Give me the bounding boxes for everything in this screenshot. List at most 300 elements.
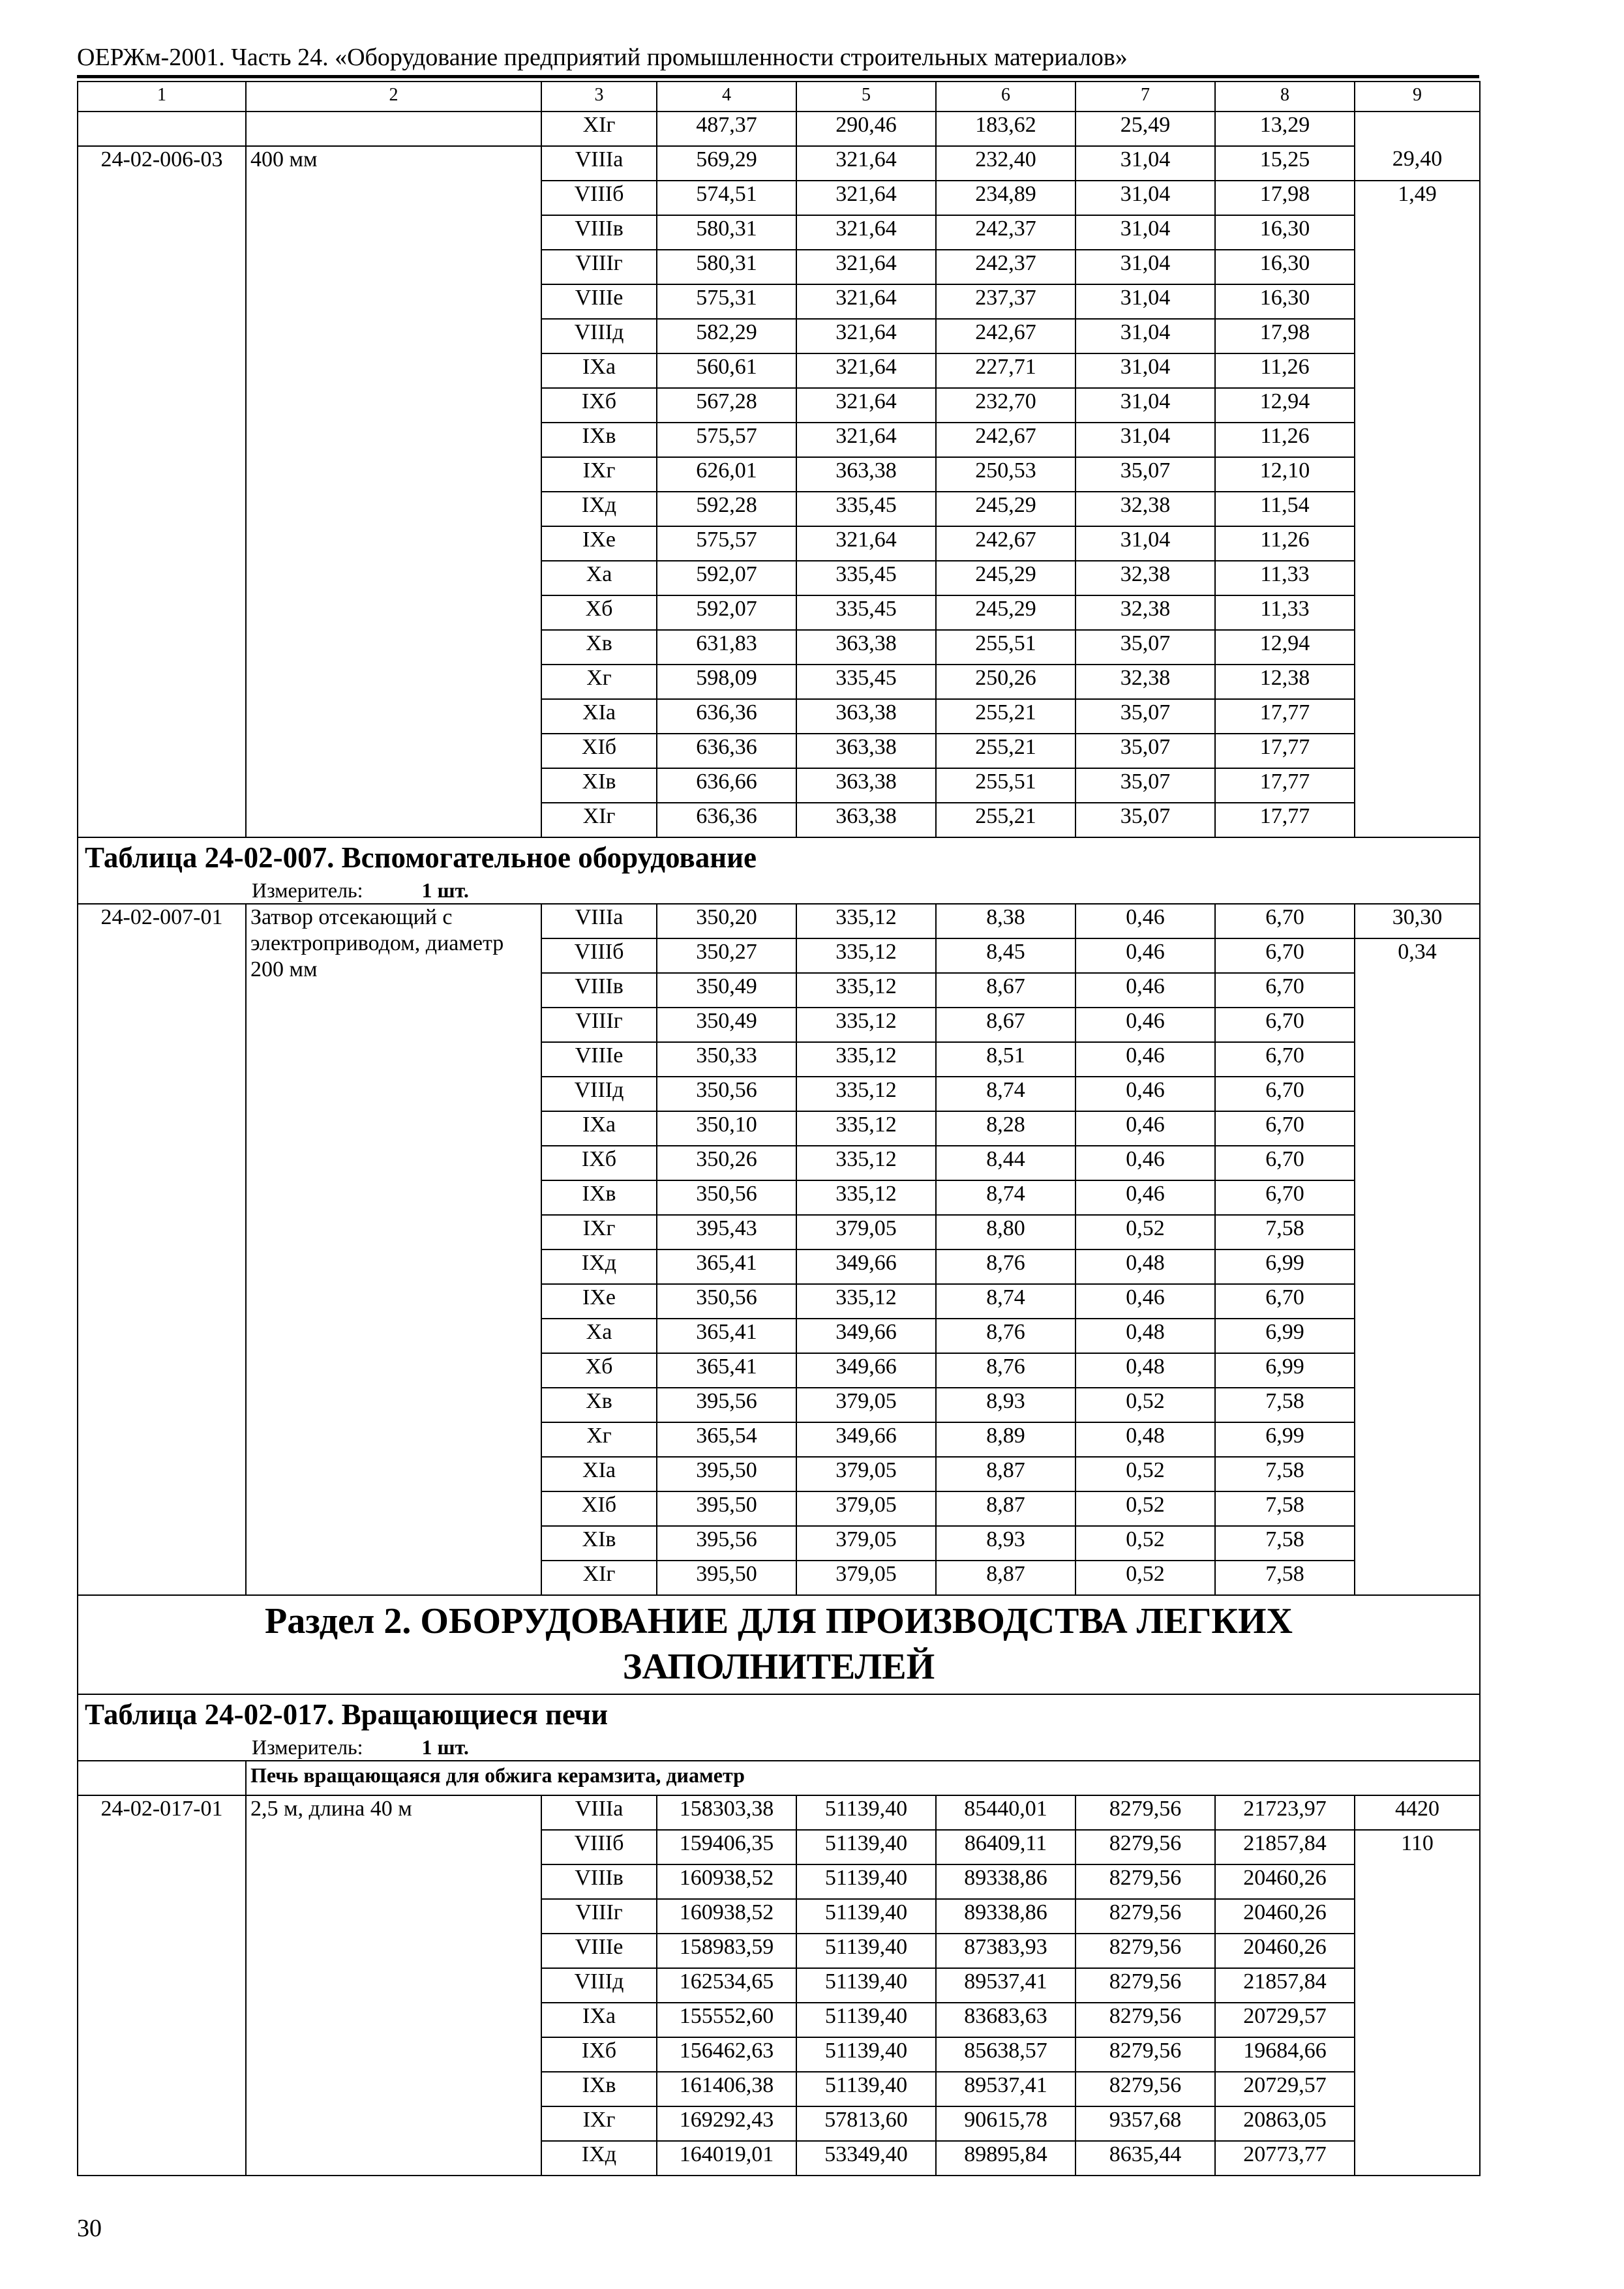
cell-total: 487,37 — [657, 112, 796, 146]
cell-wages: 363,38 — [796, 734, 936, 768]
cell-materials: 6,70 — [1215, 938, 1355, 973]
cell-materials: 17,77 — [1215, 734, 1355, 768]
cell-drivers: 8635,44 — [1075, 2141, 1215, 2176]
cell-materials: 12,94 — [1215, 388, 1355, 423]
cell-materials: 20729,57 — [1215, 2072, 1355, 2106]
cell-total: 164019,01 — [657, 2141, 796, 2176]
cell-machines: 8,76 — [936, 1249, 1075, 1284]
cell-zone: VIIIе — [541, 1934, 657, 1968]
cell-total: 580,31 — [657, 215, 796, 250]
cell-wages: 321,64 — [796, 353, 936, 388]
cell-code — [78, 112, 246, 146]
cell-zone: VIIIв — [541, 215, 657, 250]
cell-machines: 8,74 — [936, 1284, 1075, 1319]
cell-col9: 4420 — [1355, 1795, 1480, 1830]
cell-drivers: 35,07 — [1075, 803, 1215, 837]
cell-total: 560,61 — [657, 353, 796, 388]
cell-zone: IXа — [541, 353, 657, 388]
cell-zone: IXв — [541, 423, 657, 457]
cell-col9: 30,30 — [1355, 904, 1480, 938]
cell-wages: 321,64 — [796, 423, 936, 457]
cell-zone: VIIIа — [541, 146, 657, 181]
cell-total: 158303,38 — [657, 1795, 796, 1830]
cell-drivers: 0,46 — [1075, 938, 1215, 973]
cell-name — [246, 112, 541, 146]
group-title: Печь вращающаяся для обжига керамзита, диаметр — [246, 1761, 1480, 1795]
column-number: 1 — [78, 82, 246, 112]
cell-machines: 250,53 — [936, 457, 1075, 492]
cell-total: 575,57 — [657, 423, 796, 457]
cell-wages: 363,38 — [796, 768, 936, 803]
cell-zone: XIг — [541, 1561, 657, 1595]
cell-machines: 8,89 — [936, 1422, 1075, 1457]
cell-zone: IXв — [541, 2072, 657, 2106]
cell-zone: XIа — [541, 699, 657, 734]
cell-wages: 51139,40 — [796, 1968, 936, 2003]
cell-wages: 335,12 — [796, 1146, 936, 1180]
cell-wages: 379,05 — [796, 1526, 936, 1561]
cell-total: 160938,52 — [657, 1899, 796, 1934]
cell-machines: 232,70 — [936, 388, 1075, 423]
cell-zone: Xа — [541, 561, 657, 595]
cell-drivers: 31,04 — [1075, 250, 1215, 284]
cell-materials: 12,10 — [1215, 457, 1355, 492]
cell-drivers: 31,04 — [1075, 526, 1215, 561]
cell-materials: 20773,77 — [1215, 2141, 1355, 2176]
cell-zone: IXб — [541, 1146, 657, 1180]
cell-col9: 1,49 — [1355, 181, 1480, 837]
cell-wages: 335,45 — [796, 492, 936, 526]
cell-wages: 379,05 — [796, 1457, 936, 1491]
cell-drivers: 35,07 — [1075, 768, 1215, 803]
cell-materials: 15,25 — [1215, 146, 1355, 181]
cell-machines: 255,51 — [936, 768, 1075, 803]
cell-total: 631,83 — [657, 630, 796, 665]
cell-total: 575,57 — [657, 526, 796, 561]
cell-wages: 57813,60 — [796, 2106, 936, 2141]
cell-total: 350,56 — [657, 1180, 796, 1215]
cell-total: 350,56 — [657, 1077, 796, 1111]
cell-machines: 242,67 — [936, 319, 1075, 353]
cell-wages: 335,12 — [796, 1008, 936, 1042]
cell-machines: 90615,78 — [936, 2106, 1075, 2141]
cell-materials: 17,98 — [1215, 181, 1355, 215]
cell-machines: 242,67 — [936, 423, 1075, 457]
header-rule — [77, 75, 1479, 78]
cell-zone: IXг — [541, 1215, 657, 1249]
cell-drivers: 0,52 — [1075, 1215, 1215, 1249]
document-header: ОЕРЖм-2001. Часть 24. «Оборудование предприятий промышленности строительных материалов» — [77, 44, 1128, 71]
cell-total: 567,28 — [657, 388, 796, 423]
cell-total: 582,29 — [657, 319, 796, 353]
price-table — [77, 81, 1481, 2176]
cell-materials: 21723,97 — [1215, 1795, 1355, 1830]
cell-wages: 335,45 — [796, 561, 936, 595]
cell-zone: IXа — [541, 2003, 657, 2037]
cell-total: 365,41 — [657, 1319, 796, 1353]
cell-materials: 11,33 — [1215, 561, 1355, 595]
cell-wages: 321,64 — [796, 181, 936, 215]
cell-total: 598,09 — [657, 665, 796, 699]
cell-wages: 51139,40 — [796, 2037, 936, 2072]
cell-machines: 245,29 — [936, 595, 1075, 630]
table-row — [78, 112, 1480, 146]
cell-drivers: 31,04 — [1075, 215, 1215, 250]
cell-total: 575,31 — [657, 284, 796, 319]
cell-total: 350,10 — [657, 1111, 796, 1146]
cell-machines: 86409,11 — [936, 1830, 1075, 1864]
cell-wages: 349,66 — [796, 1319, 936, 1353]
cell-drivers: 0,46 — [1075, 1042, 1215, 1077]
cell-col9: 29,40 — [1355, 146, 1480, 181]
table-title: Таблица 24-02-017. Вращающиеся печи — [85, 1698, 609, 1731]
cell-zone: XIв — [541, 768, 657, 803]
cell-total: 592,07 — [657, 595, 796, 630]
cell-drivers: 31,04 — [1075, 423, 1215, 457]
cell-code — [78, 1761, 246, 1795]
cell-machines: 83683,63 — [936, 2003, 1075, 2037]
cell-materials: 20460,26 — [1215, 1864, 1355, 1899]
cell-zone: VIIIе — [541, 1042, 657, 1077]
cell-materials: 11,26 — [1215, 423, 1355, 457]
cell-wages: 51139,40 — [796, 2003, 936, 2037]
cell-total: 636,66 — [657, 768, 796, 803]
cell-machines: 242,37 — [936, 250, 1075, 284]
table-heading — [78, 1694, 1480, 1761]
cell-total: 350,49 — [657, 1008, 796, 1042]
cell-materials: 19684,66 — [1215, 2037, 1355, 2072]
cell-machines: 242,37 — [936, 215, 1075, 250]
table-heading-row — [78, 837, 1480, 904]
cell-total: 155552,60 — [657, 2003, 796, 2037]
cell-wages: 321,64 — [796, 146, 936, 181]
cell-wages: 51139,40 — [796, 2072, 936, 2106]
cell-machines: 8,80 — [936, 1215, 1075, 1249]
cell-drivers: 0,52 — [1075, 1526, 1215, 1561]
cell-materials: 7,58 — [1215, 1215, 1355, 1249]
cell-wages: 335,12 — [796, 1111, 936, 1146]
cell-drivers: 8279,56 — [1075, 2003, 1215, 2037]
cell-materials: 17,77 — [1215, 768, 1355, 803]
cell-machines: 8,67 — [936, 973, 1075, 1008]
cell-wages: 321,64 — [796, 250, 936, 284]
cell-machines: 242,67 — [936, 526, 1075, 561]
cell-materials: 6,70 — [1215, 973, 1355, 1008]
cell-drivers: 0,48 — [1075, 1319, 1215, 1353]
cell-zone: VIIIе — [541, 284, 657, 319]
cell-drivers: 35,07 — [1075, 457, 1215, 492]
cell-total: 350,33 — [657, 1042, 796, 1077]
cell-total: 395,50 — [657, 1457, 796, 1491]
cell-drivers: 8279,56 — [1075, 1934, 1215, 1968]
cell-machines: 8,28 — [936, 1111, 1075, 1146]
cell-wages: 335,12 — [796, 1180, 936, 1215]
cell-materials: 16,30 — [1215, 250, 1355, 284]
cell-drivers: 31,04 — [1075, 319, 1215, 353]
cell-zone: XIа — [541, 1457, 657, 1491]
cell-zone: VIIIд — [541, 1077, 657, 1111]
cell-zone: VIIIг — [541, 1008, 657, 1042]
cell-total: 636,36 — [657, 803, 796, 837]
cell-wages: 379,05 — [796, 1491, 936, 1526]
cell-total: 160938,52 — [657, 1864, 796, 1899]
cell-materials: 17,77 — [1215, 699, 1355, 734]
cell-wages: 51139,40 — [796, 1934, 936, 1968]
cell-materials: 11,26 — [1215, 526, 1355, 561]
group-row — [78, 1761, 1480, 1795]
column-number: 3 — [541, 82, 657, 112]
cell-zone: VIIIг — [541, 1899, 657, 1934]
cell-machines: 8,51 — [936, 1042, 1075, 1077]
cell-zone: XIб — [541, 734, 657, 768]
cell-wages: 363,38 — [796, 630, 936, 665]
cell-materials: 11,33 — [1215, 595, 1355, 630]
cell-zone: IXд — [541, 1249, 657, 1284]
cell-machines: 232,40 — [936, 146, 1075, 181]
table-row — [78, 904, 1480, 938]
cell-machines: 8,67 — [936, 1008, 1075, 1042]
cell-materials: 6,99 — [1215, 1422, 1355, 1457]
column-number: 9 — [1355, 82, 1480, 112]
cell-materials: 20729,57 — [1215, 2003, 1355, 2037]
cell-wages: 335,12 — [796, 1284, 936, 1319]
cell-machines: 8,38 — [936, 904, 1075, 938]
cell-drivers: 35,07 — [1075, 699, 1215, 734]
cell-machines: 85638,57 — [936, 2037, 1075, 2072]
cell-total: 636,36 — [657, 699, 796, 734]
cell-total: 365,41 — [657, 1353, 796, 1388]
cell-machines: 8,93 — [936, 1388, 1075, 1422]
cell-drivers: 32,38 — [1075, 595, 1215, 630]
cell-zone: Xг — [541, 665, 657, 699]
cell-materials: 21857,84 — [1215, 1830, 1355, 1864]
cell-materials: 7,58 — [1215, 1388, 1355, 1422]
cell-materials: 16,30 — [1215, 215, 1355, 250]
cell-drivers: 32,38 — [1075, 561, 1215, 595]
cell-zone: Xг — [541, 1422, 657, 1457]
cell-drivers: 31,04 — [1075, 284, 1215, 319]
cell-drivers: 8279,56 — [1075, 1795, 1215, 1830]
column-number: 2 — [246, 82, 541, 112]
cell-total: 350,56 — [657, 1284, 796, 1319]
cell-machines: 89338,86 — [936, 1864, 1075, 1899]
cell-machines: 250,26 — [936, 665, 1075, 699]
cell-total: 159406,35 — [657, 1830, 796, 1864]
cell-total: 158983,59 — [657, 1934, 796, 1968]
cell-total: 574,51 — [657, 181, 796, 215]
column-number-row — [78, 82, 1480, 112]
cell-zone: Xб — [541, 595, 657, 630]
cell-materials: 20460,26 — [1215, 1899, 1355, 1934]
cell-zone: VIIIб — [541, 938, 657, 973]
measure-label: Измеритель: — [252, 878, 363, 902]
cell-wages: 321,64 — [796, 215, 936, 250]
cell-machines: 89537,41 — [936, 2072, 1075, 2106]
cell-drivers: 31,04 — [1075, 181, 1215, 215]
cell-materials: 6,99 — [1215, 1319, 1355, 1353]
cell-zone: VIIIа — [541, 1795, 657, 1830]
cell-wages: 379,05 — [796, 1388, 936, 1422]
section-title: Раздел 2. ОБОРУДОВАНИЕ ДЛЯ ПРОИЗВОДСТВА ЛЕГКИХ ЗАПОЛНИТЕЛЕЙ — [78, 1595, 1480, 1694]
cell-wages: 51139,40 — [796, 1795, 936, 1830]
page-number: 30 — [77, 2215, 102, 2242]
cell-machines: 8,76 — [936, 1319, 1075, 1353]
cell-zone: IXв — [541, 1180, 657, 1215]
cell-machines: 8,44 — [936, 1146, 1075, 1180]
cell-col9: 110 — [1355, 1830, 1480, 2176]
column-number: 7 — [1075, 82, 1215, 112]
cell-machines: 234,89 — [936, 181, 1075, 215]
column-number: 5 — [796, 82, 936, 112]
cell-machines: 8,87 — [936, 1457, 1075, 1491]
cell-machines: 245,29 — [936, 561, 1075, 595]
cell-machines: 255,21 — [936, 803, 1075, 837]
cell-total: 350,26 — [657, 1146, 796, 1180]
cell-machines: 8,74 — [936, 1077, 1075, 1111]
cell-zone: XIв — [541, 1526, 657, 1561]
cell-total: 395,50 — [657, 1491, 796, 1526]
cell-machines: 245,29 — [936, 492, 1075, 526]
cell-total: 592,07 — [657, 561, 796, 595]
cell-drivers: 35,07 — [1075, 630, 1215, 665]
cell-drivers: 8279,56 — [1075, 1830, 1215, 1864]
cell-drivers: 0,46 — [1075, 904, 1215, 938]
cell-materials: 20863,05 — [1215, 2106, 1355, 2141]
cell-materials: 6,70 — [1215, 1111, 1355, 1146]
cell-wages: 379,05 — [796, 1561, 936, 1595]
cell-wages: 335,12 — [796, 1042, 936, 1077]
cell-wages: 335,12 — [796, 973, 936, 1008]
cell-col9: 0,34 — [1355, 938, 1480, 1595]
measure-line — [85, 877, 1479, 903]
cell-wages: 321,64 — [796, 319, 936, 353]
cell-materials: 16,30 — [1215, 284, 1355, 319]
cell-drivers: 35,07 — [1075, 734, 1215, 768]
cell-total: 365,54 — [657, 1422, 796, 1457]
cell-materials: 13,29 — [1215, 112, 1355, 146]
cell-materials: 7,58 — [1215, 1491, 1355, 1526]
cell-machines: 255,21 — [936, 699, 1075, 734]
cell-total: 350,27 — [657, 938, 796, 973]
cell-total: 169292,43 — [657, 2106, 796, 2141]
cell-total: 626,01 — [657, 457, 796, 492]
cell-materials: 6,70 — [1215, 1180, 1355, 1215]
cell-drivers: 31,04 — [1075, 353, 1215, 388]
cell-zone: IXг — [541, 2106, 657, 2141]
cell-machines: 89895,84 — [936, 2141, 1075, 2176]
column-number: 4 — [657, 82, 796, 112]
cell-drivers: 0,48 — [1075, 1422, 1215, 1457]
cell-materials: 6,99 — [1215, 1249, 1355, 1284]
cell-wages: 379,05 — [796, 1215, 936, 1249]
cell-zone: IXа — [541, 1111, 657, 1146]
table-heading-row — [78, 1694, 1480, 1761]
cell-total: 395,50 — [657, 1561, 796, 1595]
cell-machines: 8,87 — [936, 1491, 1075, 1526]
cell-drivers: 0,46 — [1075, 973, 1215, 1008]
cell-drivers: 0,46 — [1075, 1008, 1215, 1042]
cell-wages: 53349,40 — [796, 2141, 936, 2176]
cell-total: 395,43 — [657, 1215, 796, 1249]
item-name: 2,5 м, длина 40 м — [246, 1795, 541, 2176]
column-number: 8 — [1215, 82, 1355, 112]
table-title: Таблица 24-02-007. Вспомогательное оборудование — [85, 841, 757, 874]
item-code: 24-02-007-01 — [78, 904, 246, 1595]
cell-zone: VIIIв — [541, 973, 657, 1008]
cell-total: 592,28 — [657, 492, 796, 526]
cell-materials: 7,58 — [1215, 1526, 1355, 1561]
cell-materials: 7,58 — [1215, 1457, 1355, 1491]
cell-drivers: 8279,56 — [1075, 2072, 1215, 2106]
cell-wages: 335,45 — [796, 665, 936, 699]
cell-machines: 87383,93 — [936, 1934, 1075, 1968]
cell-machines: 89338,86 — [936, 1899, 1075, 1934]
cell-total: 350,20 — [657, 904, 796, 938]
cell-machines: 183,62 — [936, 112, 1075, 146]
item-code: 24-02-017-01 — [78, 1795, 246, 2176]
cell-machines: 237,37 — [936, 284, 1075, 319]
cell-materials: 17,98 — [1215, 319, 1355, 353]
cell-drivers: 0,52 — [1075, 1491, 1215, 1526]
measure-label: Измеритель: — [252, 1735, 363, 1759]
cell-col9 — [1355, 112, 1480, 146]
cell-zone: VIIIб — [541, 1830, 657, 1864]
cell-wages: 363,38 — [796, 699, 936, 734]
cell-machines: 255,21 — [936, 734, 1075, 768]
item-name: 400 мм — [246, 146, 541, 837]
cell-materials: 6,70 — [1215, 1008, 1355, 1042]
cell-materials: 21857,84 — [1215, 1968, 1355, 2003]
cell-total: 162534,65 — [657, 1968, 796, 2003]
cell-zone: IXг — [541, 457, 657, 492]
cell-materials: 6,70 — [1215, 904, 1355, 938]
cell-zone: Xв — [541, 1388, 657, 1422]
cell-drivers: 8279,56 — [1075, 1968, 1215, 2003]
cell-wages: 335,45 — [796, 595, 936, 630]
cell-drivers: 32,38 — [1075, 665, 1215, 699]
cell-zone: Xа — [541, 1319, 657, 1353]
price-table-body — [78, 82, 1480, 2176]
cell-materials: 6,70 — [1215, 1146, 1355, 1180]
cell-drivers: 31,04 — [1075, 388, 1215, 423]
cell-total: 580,31 — [657, 250, 796, 284]
cell-machines: 8,76 — [936, 1353, 1075, 1388]
cell-materials: 11,54 — [1215, 492, 1355, 526]
cell-total: 350,49 — [657, 973, 796, 1008]
measure-line — [85, 1734, 1479, 1760]
cell-wages: 349,66 — [796, 1249, 936, 1284]
cell-drivers: 25,49 — [1075, 112, 1215, 146]
cell-drivers: 0,46 — [1075, 1077, 1215, 1111]
cell-zone: XIб — [541, 1491, 657, 1526]
cell-drivers: 31,04 — [1075, 146, 1215, 181]
cell-total: 365,41 — [657, 1249, 796, 1284]
cell-zone: XIг — [541, 112, 657, 146]
cell-drivers: 0,46 — [1075, 1180, 1215, 1215]
table-row — [78, 1795, 1480, 1830]
cell-machines: 85440,01 — [936, 1795, 1075, 1830]
cell-zone: VIIIб — [541, 181, 657, 215]
cell-zone: Xв — [541, 630, 657, 665]
cell-wages: 335,12 — [796, 1077, 936, 1111]
cell-zone: VIIIд — [541, 1968, 657, 2003]
cell-zone: VIIIд — [541, 319, 657, 353]
cell-machines: 8,87 — [936, 1561, 1075, 1595]
cell-wages: 349,66 — [796, 1422, 936, 1457]
cell-wages: 290,46 — [796, 112, 936, 146]
cell-machines: 8,93 — [936, 1526, 1075, 1561]
cell-drivers: 8279,56 — [1075, 1899, 1215, 1934]
